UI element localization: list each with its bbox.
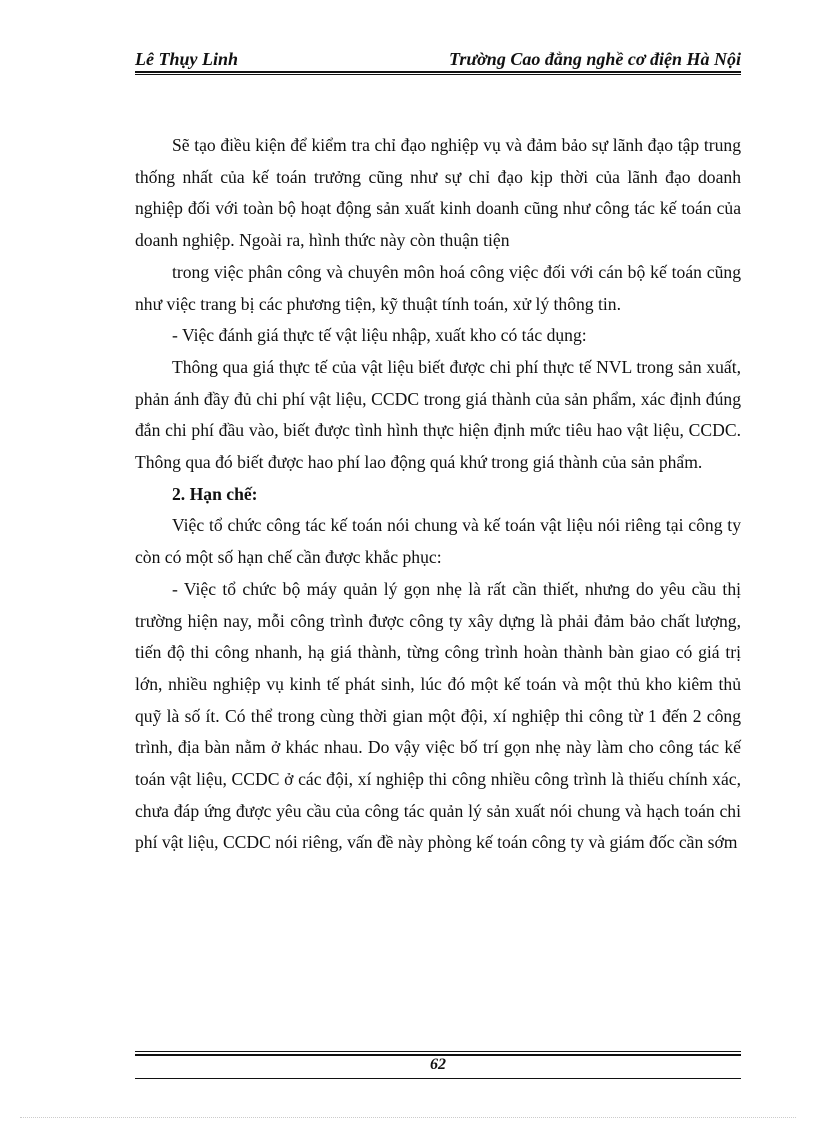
page-number: 62 xyxy=(430,1056,446,1073)
section-heading: 2. Hạn chế: xyxy=(172,483,258,504)
footer-bottom-divider xyxy=(135,1078,741,1079)
page-header xyxy=(135,46,741,72)
header-author: Lê Thụy Linh xyxy=(135,49,239,69)
page-edge-divider xyxy=(20,1117,796,1118)
header-school: Trường Cao đẳng nghề cơ điện Hà Nội xyxy=(449,49,741,69)
paragraph: - Việc đánh giá thực tế vật liệu nhập, xuất kho có tác dụng: xyxy=(172,325,587,346)
paragraph: - Việc tổ chức bộ máy quản lý gọn nhẹ là rất cần thiết, nhưng do yêu cầu thị trường hiện nay, mỗi công trình được công ty xây dựng là phải đảm bảo chất lượng, tiến độ thi công nhanh, hạ giá thành, từng công trình hoàn thành bàn giao có giá trị lớn, nhiều nghiệp vụ kinh tế phát sinh, lúc đó một kế toán và một thủ kho kiêm thủ quỹ là số ít. Có thể trong cùng thời gian một đội, xí nghiệp thi công từ 1 đến 2 công trình, địa bàn nằm ở khác nhau. Do vậy việc bố trí gọn nhẹ này làm cho công tác kế toán vật liệu, CCDC ở các đội, xí nghiệp thi công nhiều công trình là thiếu chính xác, chưa đáp ứng được yêu cầu của công tác quản lý sản xuất nói chung và hạch toán chi phí vật liệu, CCDC nói riêng, vấn đề này phòng kế toán công ty và giám đốc cần sớm xyxy=(135,578,741,853)
document-body xyxy=(135,130,741,859)
paragraph: Việc tổ chức công tác kế toán nói chung và kế toán vật liệu nói riêng tại công ty còn có một số hạn chế cần được khắc phục: xyxy=(135,515,741,568)
header-divider xyxy=(135,71,741,75)
paragraph: trong việc phân công và chuyên môn hoá công việc đối với cán bộ kế toán cũng như việc trang bị các phương tiện, kỹ thuật tính toán, xử lý thông tin. xyxy=(135,261,741,314)
paragraph: Thông qua giá thực tế của vật liệu biết được chi phí thực tế NVL trong sản xuất, phản ánh đầy đủ chi phí vật liệu, CCDC trong giá thành của sản phẩm, xác định đúng đắn chi phí đầu vào, biết được tình hình thực hiện định mức tiêu hao vật liệu, CCDC. Thông qua đó biết được hao phí lao động quá khứ trong giá thành của sản phẩm. xyxy=(135,356,741,473)
paragraph: Sẽ tạo điều kiện để kiểm tra chỉ đạo nghiệp vụ và đảm bảo sự lãnh đạo tập trung thống nhất của kế toán trưởng cũng như sự chỉ đạo kịp thời của lãnh đạo doanh nghiệp đối với toàn bộ hoạt động sản xuất kinh doanh cũng như công tác kế toán của doanh nghiệp. Ngoài ra, hình thức này còn thuận tiện xyxy=(135,135,741,251)
